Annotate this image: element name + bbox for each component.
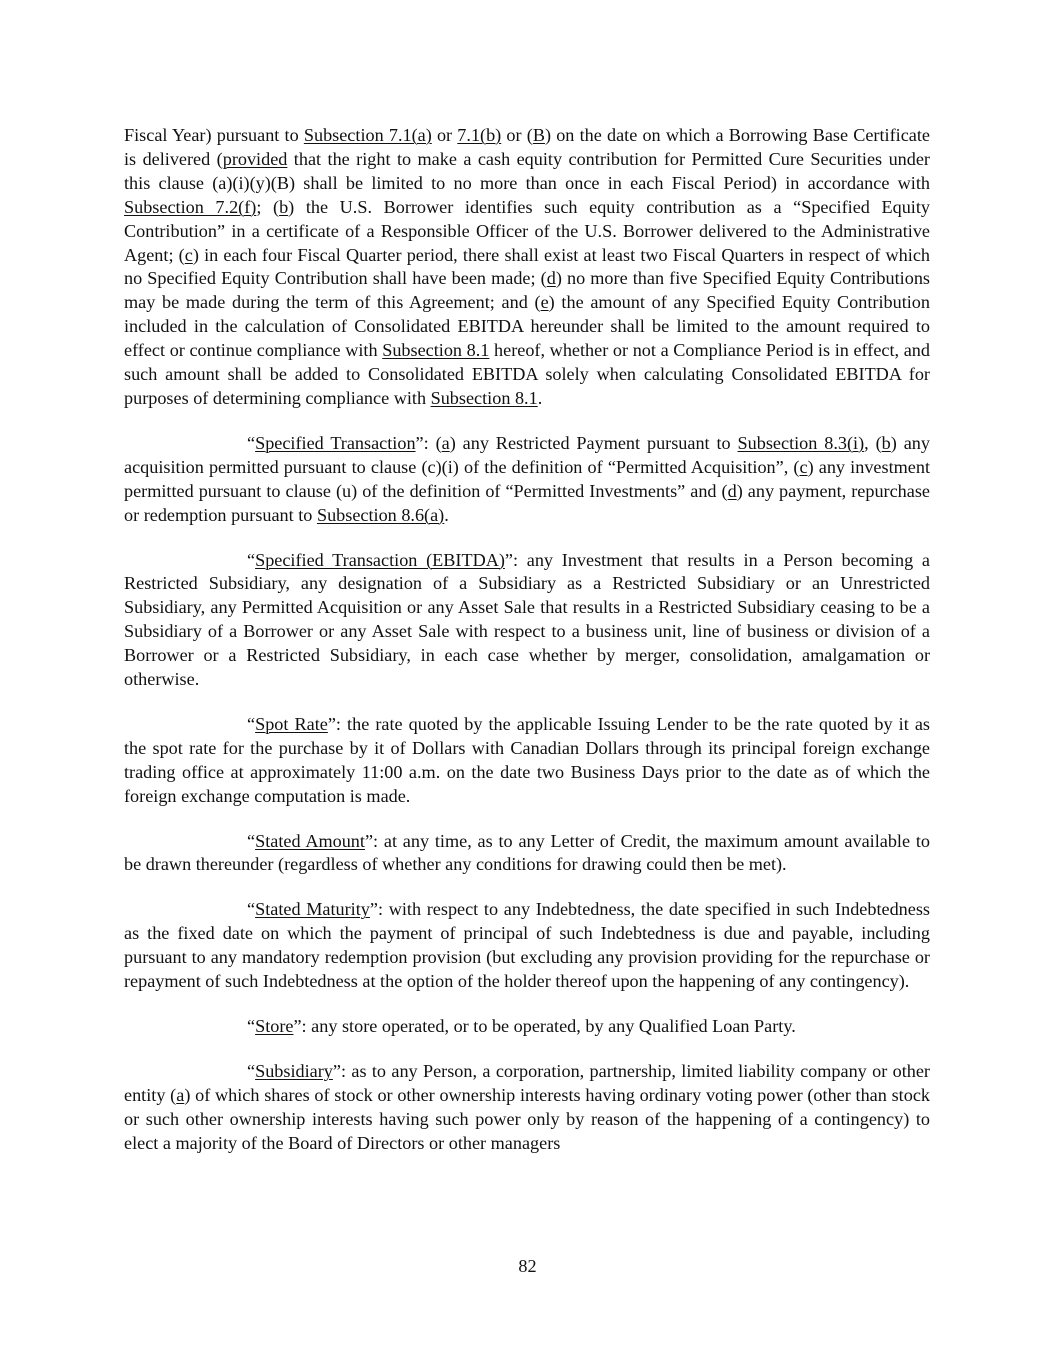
text-run: that the right to make a cash equity contribution for Permitted Cure Securities under this clause (a)(i)(y)(B) shall be limited to no more than once in each Fiscal Period) in accordance with xyxy=(124,148,930,193)
underlined-term: d xyxy=(546,268,556,289)
underlined-term: Subsection 8.1 xyxy=(430,387,538,408)
definition-paragraph xyxy=(124,713,930,809)
underlined-term: Specified Transaction (EBITDA) xyxy=(255,549,505,570)
text-run: ”: as to any Person, a corporation, partnership, limited liability company or other entity ( xyxy=(124,1060,930,1105)
text-run: ”: at any time, as to any Letter of Credit, the maximum amount available to be drawn thereunder (regardless of whether any conditions for drawing could then be met). xyxy=(124,830,930,875)
text-run: hereof, whether or not a Compliance Period is in effect, and such amount shall be added to Consolidated EBITDA solely when calculating Consolidated EBITDA for purposes of determining compliance with xyxy=(124,340,930,408)
underlined-term: Specified Transaction xyxy=(255,432,416,453)
text-run: or xyxy=(431,125,458,145)
text-run: ”: ( xyxy=(415,432,442,453)
text-run: ) the amount of any Specified Equity Contribution included in the calculation of Consolidated EBITDA hereunder shall be limited to the amount required to effect or continue compliance with xyxy=(124,292,930,361)
text-run: “ xyxy=(247,549,256,570)
text-run: ) any acquisition permitted pursuant to clause (c)(i) of the definition of “Permitted Acquisition”, ( xyxy=(124,432,930,477)
definition-paragraph xyxy=(124,1015,930,1039)
underlined-term: c xyxy=(184,244,193,265)
text-run: ) any investment permitted pursuant to clause (u) of the definition of “Permitted Investments” and ( xyxy=(124,456,930,501)
text-run: ”: the rate quoted by the applicable Issuing Lender to be the rate quoted by it as the spot rate for the purchase by it of Dollars with Canadian Dollars through its principal foreign exchange trading office at approximately 11:00 a.m. on the date two Business Days prior to the date as of which the foreign exchange computation is made. xyxy=(124,713,931,806)
underlined-term: d xyxy=(727,480,737,501)
underlined-term: b xyxy=(279,196,289,217)
underlined-term: a xyxy=(441,432,450,453)
underlined-term: Spot Rate xyxy=(255,713,328,734)
text-run: ) in each four Fiscal Quarter period, there shall exist at least two Fiscal Quarters in respect of which no Specified Equity Contribution shall have been made; ( xyxy=(124,244,930,289)
underlined-term: 7.1(b) xyxy=(457,125,502,145)
text-run: Fiscal Year) pursuant to xyxy=(124,125,304,145)
text-run: “ xyxy=(247,1060,256,1081)
underlined-term: Subsection 7.1(a) xyxy=(303,125,432,145)
definition-paragraph xyxy=(124,549,930,692)
text-run: “ xyxy=(247,899,256,920)
underlined-term: Subsection 8.3(i) xyxy=(737,432,865,453)
underlined-term: Subsection 7.2(f) xyxy=(124,196,257,217)
page-number: 82 xyxy=(518,1256,537,1276)
underlined-term: Stated Maturity xyxy=(255,899,370,920)
text-run: ) of which shares of stock or other ownership interests having ordinary voting power (other than stock or such other ownership interests having such power only by reason of the happening of a contingency) to elect a majority of the Board of Directors or other managers xyxy=(124,1084,930,1153)
underlined-term: c xyxy=(799,456,808,477)
underlined-term: b xyxy=(881,432,891,453)
text-run: ) any payment, repurchase or redemption pursuant to xyxy=(124,480,930,525)
text-run: ) no more than five Specified Equity Contributions may be made during the term of this Agreement; and ( xyxy=(124,268,930,313)
text-run: . xyxy=(444,504,449,525)
underlined-term: Subsidiary xyxy=(255,1060,333,1081)
underlined-term: Stated Amount xyxy=(255,830,365,851)
definition-paragraph xyxy=(124,898,930,994)
text-run: “ xyxy=(247,1016,256,1036)
text-run: “ xyxy=(247,432,256,453)
definition-paragraph xyxy=(124,432,930,528)
underlined-term: e xyxy=(540,292,549,313)
underlined-term: Subsection 8.6(a) xyxy=(316,504,445,525)
text-run: ”: with respect to any Indebtedness, the date specified in such Indebtedness as the fixed date on which the payment of principal of such Indebtedness is due and payable, including pursuant to any mandatory redemption provision (but excluding any provision providing for the repurchase or repayment of such Indebtedness at the option of the holder thereof upon the happening of any contingency). xyxy=(124,899,930,992)
definition-paragraph xyxy=(124,124,930,411)
text-run: or ( xyxy=(501,125,533,145)
text-run: “ xyxy=(247,830,256,851)
definition-paragraph xyxy=(124,830,930,878)
text-run: ”: any Investment that results in a Person becoming a Restricted Subsidiary, any designation of a Subsidiary as a Restricted Subsidiary or an Unrestricted Subsidiary, any Permitted Acquisition or any Asset Sale that results in a Restricted Subsidiary ceasing to be a Subsidiary of a Borrower or any Asset Sale with respect to a business unit, line of business or division of a Borrower or a Restricted Subsidiary, in each case whether by merger, consolidation, amalgamation or otherwise. xyxy=(124,549,930,690)
text-run: ) any Restricted Payment pursuant to xyxy=(449,432,738,453)
text-run: ”: any store operated, or to be operated, by any Qualified Loan Party. xyxy=(293,1016,796,1036)
text-run: “ xyxy=(247,713,256,734)
underlined-term: Store xyxy=(255,1016,294,1036)
underlined-term: B xyxy=(532,125,545,145)
underlined-term: Subsection 8.1 xyxy=(382,340,490,361)
text-run: ) on the date on which a Borrowing Base Certificate is delivered ( xyxy=(124,125,930,169)
text-run: . xyxy=(537,387,543,408)
underlined-term: a xyxy=(176,1084,185,1105)
text-run: ) the U.S. Borrower identifies such equity contribution as a “Specified Equity Contribution” in a certificate of a Responsible Officer of the U.S. Borrower delivered to the Administrative Agent; ( xyxy=(124,196,930,265)
definition-paragraph xyxy=(124,1060,930,1156)
document-body xyxy=(124,124,930,1177)
underlined-term: provided xyxy=(222,148,288,169)
text-run: , ( xyxy=(864,432,882,453)
text-run: ; ( xyxy=(256,196,280,217)
